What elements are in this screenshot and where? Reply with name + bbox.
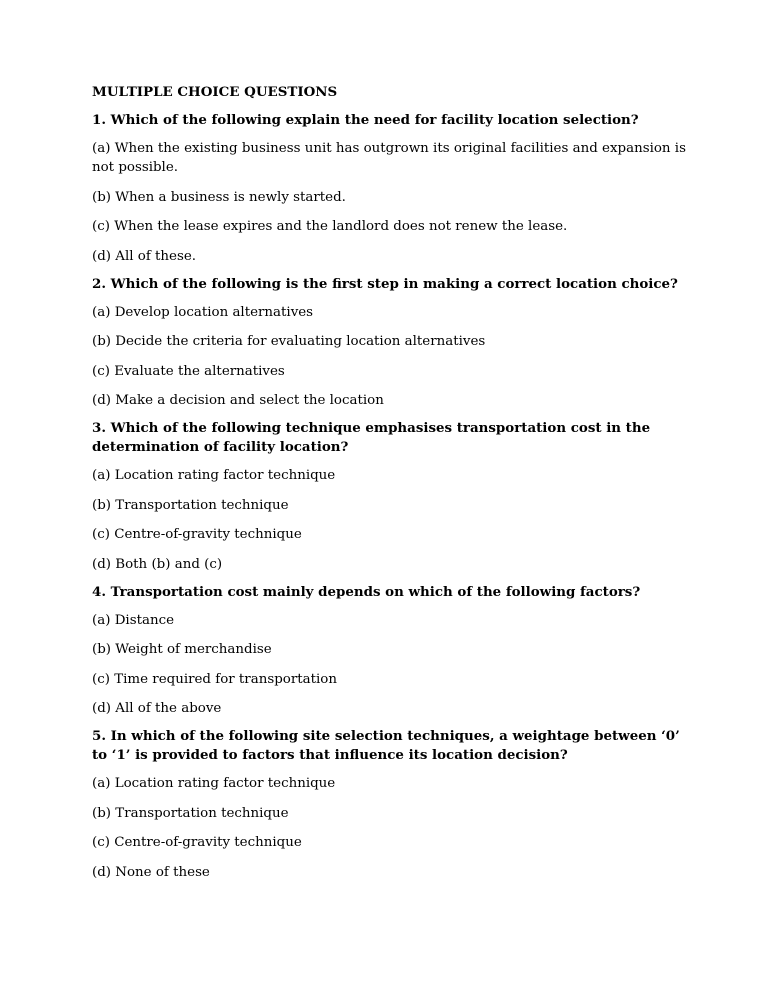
- question-block-1: [92, 111, 692, 266]
- option-c: (c) Centre-of-gravity technique: [92, 527, 302, 542]
- option-c: (c) Centre-of-gravity technique: [92, 835, 302, 850]
- option-b: (b) Weight of merchandise: [92, 642, 272, 657]
- question-text: 3. Which of the following technique emphasises transportation cost in the determination of facility location?: [92, 420, 651, 455]
- option-a: (a) Develop location alternatives: [92, 304, 314, 320]
- option-c: (c) Evaluate the alternatives: [92, 363, 285, 379]
- question-text: 1. Which of the following explain the need for facility location selection?: [92, 112, 639, 128]
- question-text: 5. In which of the following site selection techniques, a weightage between ‘0’ to ‘1’ is provided to factors that influence its location decision?: [92, 728, 680, 763]
- option-d: (d) Make a decision and select the location: [92, 393, 384, 408]
- option-b: (b) Decide the criteria for evaluating location alternatives: [92, 334, 486, 349]
- option-a: (a) Location rating factor technique: [92, 776, 336, 791]
- option-b: (b) Transportation technique: [92, 805, 289, 821]
- question-block-5: [92, 727, 692, 882]
- option-d: (d) None of these: [92, 864, 210, 880]
- question-block-4: [92, 583, 692, 719]
- option-a: (a) When the existing business unit has outgrown its original facilities and expansion is not possible.: [92, 141, 686, 175]
- question-text: 4. Transportation cost mainly depends on which of the following factors?: [92, 583, 641, 600]
- option-d: (d) All of the above: [92, 701, 222, 716]
- option-d: (d) Both (b) and (c): [92, 556, 223, 572]
- option-b: (b) Transportation technique: [92, 497, 289, 513]
- option-d: (d) All of these.: [92, 248, 197, 264]
- question-block-3: [92, 419, 692, 574]
- option-b: (b) When a business is newly started.: [92, 189, 346, 205]
- option-a: (a) Location rating factor technique: [92, 468, 336, 483]
- option-a: (a) Distance: [92, 612, 174, 628]
- option-c: (c) Time required for transportation: [92, 671, 337, 687]
- question-text: 2. Which of the following is the first step in making a correct location choice?: [92, 275, 678, 292]
- question-block-2: [92, 275, 692, 411]
- option-c: (c) When the lease expires and the landlord does not renew the lease.: [92, 219, 568, 234]
- document-page: [92, 82, 692, 891]
- page-heading: MULTIPLE CHOICE QUESTIONS: [92, 84, 338, 100]
